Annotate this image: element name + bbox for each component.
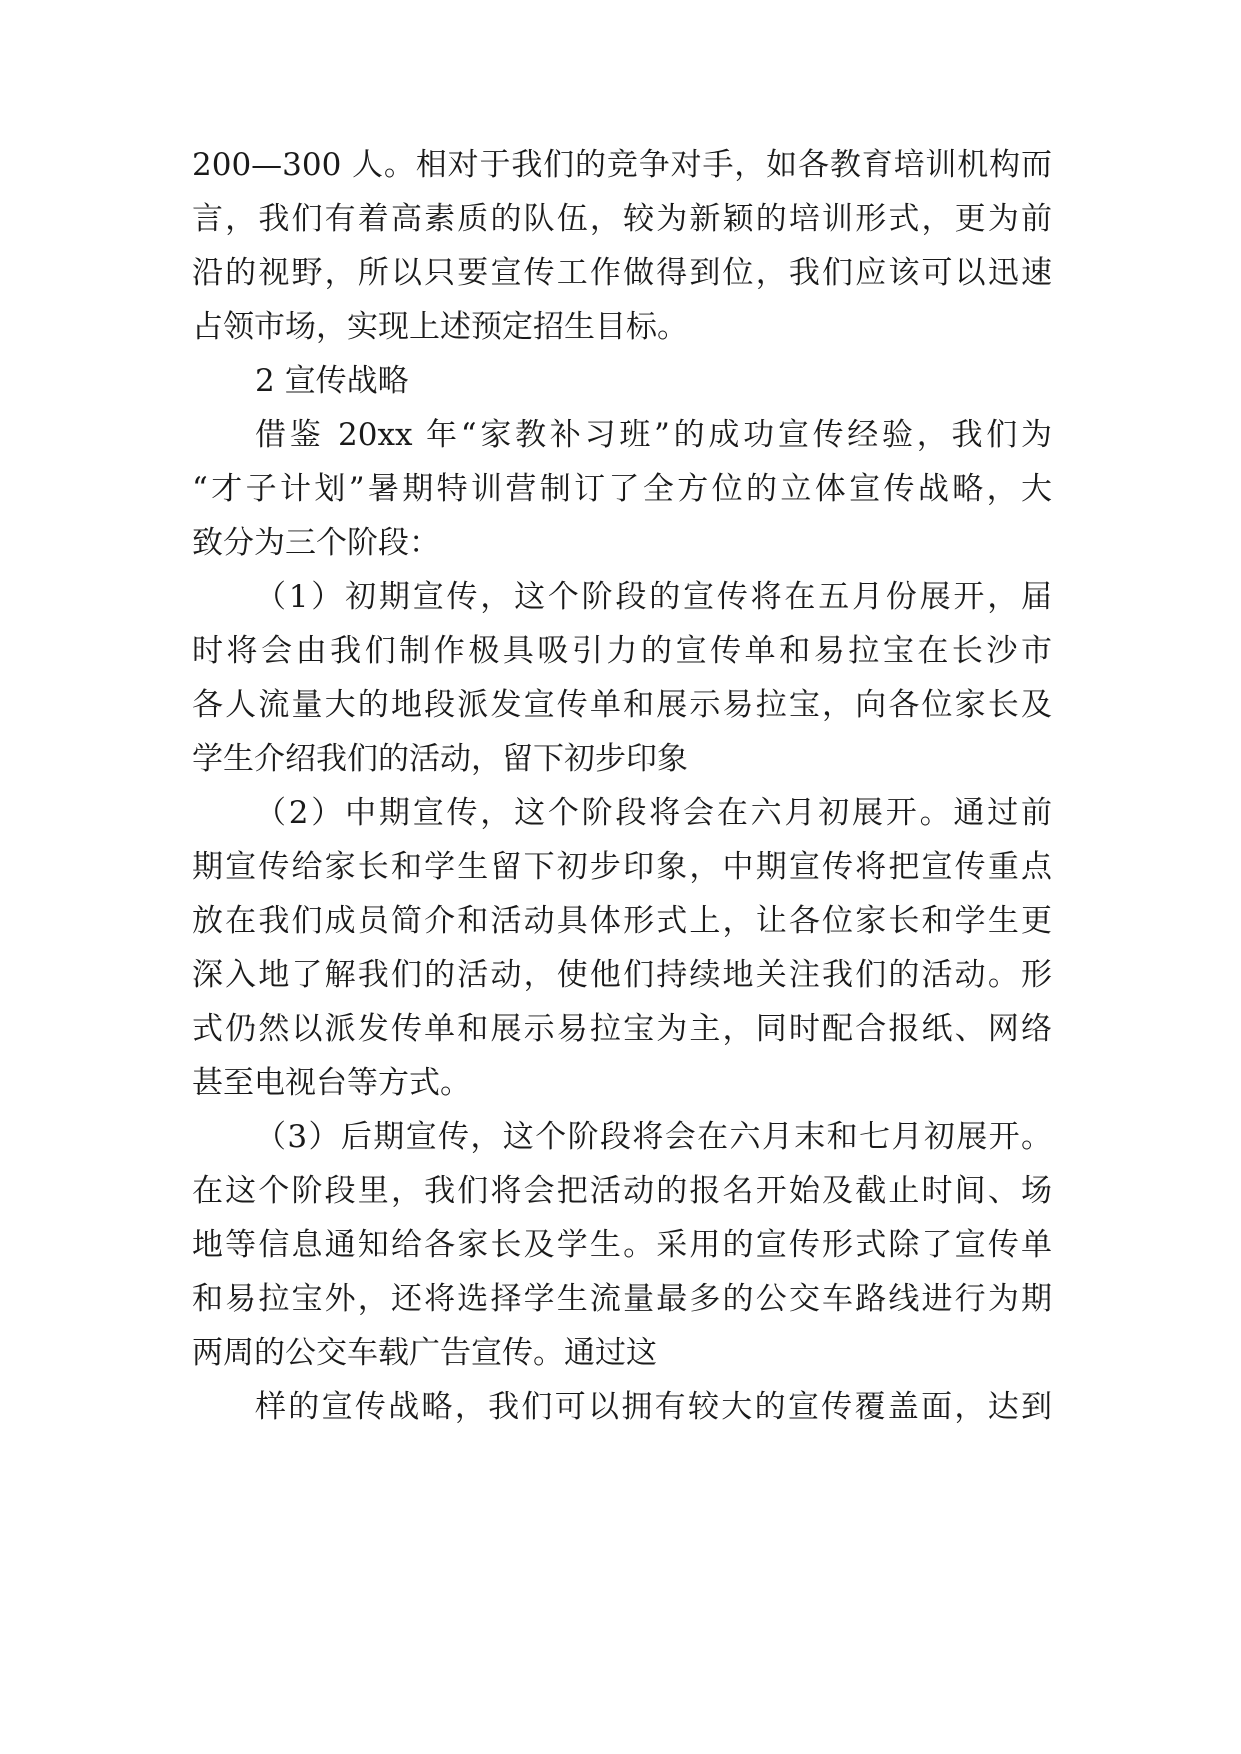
body-text-line: 言，我们有着高素质的队伍，较为新颖的培训形式，更为前: [192, 201, 1052, 237]
body-text-line: 和易拉宝外，还将选择学生流量最多的公交车路线进行为期: [192, 1281, 1052, 1317]
body-text-line: 沿的视野，所以只要宣传工作做得到位，我们应该可以迅速: [192, 255, 1052, 291]
body-text-line: 两周的公交车载广告宣传。通过这: [192, 1335, 657, 1371]
body-text-line: “才子计划”暑期特训营制订了全方位的立体宣传战略，大: [192, 471, 1052, 507]
body-text-line: 地等信息通知给各家长及学生。采用的宣传形式除了宣传单: [192, 1227, 1052, 1263]
body-text-line: 深入地了解我们的活动，使他们持续地关注我们的活动。形: [192, 957, 1052, 993]
body-text-line: 样的宣传战略，我们可以拥有较大的宣传覆盖面，达到: [255, 1389, 1052, 1425]
body-text-line: 放在我们成员简介和活动具体形式上，让各位家长和学生更: [192, 903, 1052, 939]
body-text-line: 在这个阶段里，我们将会把活动的报名开始及截止时间、场: [192, 1173, 1052, 1209]
body-text-line: 甚至电视台等方式。: [192, 1065, 471, 1101]
body-text-line: 学生介绍我们的活动，留下初步印象: [192, 741, 688, 777]
body-text-line: 各人流量大的地段派发宣传单和展示易拉宝，向各位家长及: [192, 687, 1052, 723]
body-text-line: 时将会由我们制作极具吸引力的宣传单和易拉宝在长沙市: [192, 633, 1052, 669]
list-item-line: （1）初期宣传，这个阶段的宣传将在五月份展开，届: [255, 579, 1052, 615]
body-text-line: 期宣传给家长和学生留下初步印象，中期宣传将把宣传重点: [192, 849, 1052, 885]
body-text-line: 借鉴 20xx 年“家教补习班”的成功宣传经验，我们为: [255, 417, 1052, 453]
body-text-line: 200—300 人。相对于我们的竞争对手，如各教育培训机构而: [192, 147, 1052, 183]
body-text-line: 致分为三个阶段：: [192, 525, 440, 561]
section-heading: 2 宣传战略: [255, 363, 409, 399]
body-text-line: 占领市场，实现上述预定招生目标。: [192, 309, 688, 345]
list-item-line: （2）中期宣传，这个阶段将会在六月初展开。通过前: [255, 795, 1052, 831]
list-item-line: （3）后期宣传，这个阶段将会在六月末和七月初展开。: [255, 1119, 1052, 1155]
body-text-line: 式仍然以派发传单和展示易拉宝为主，同时配合报纸、网络: [192, 1011, 1052, 1047]
